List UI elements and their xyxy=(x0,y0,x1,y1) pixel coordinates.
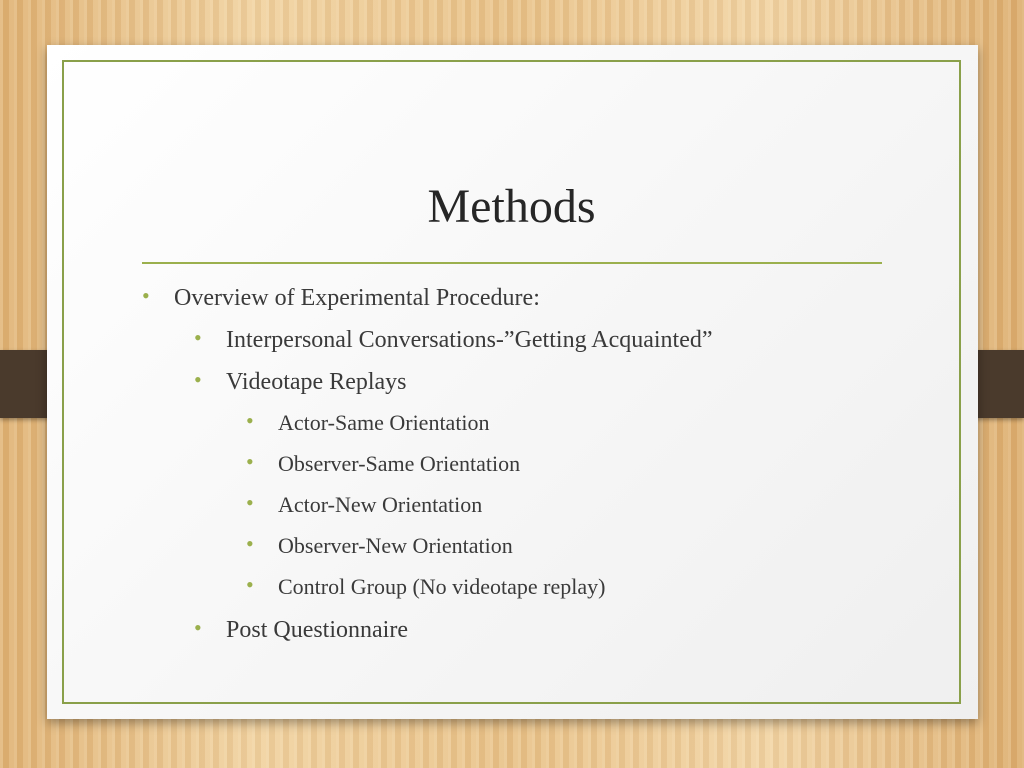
bullet-icon: • xyxy=(246,408,254,433)
bullet-text: Observer-Same Orientation xyxy=(278,451,521,476)
bullet-icon: • xyxy=(194,615,202,640)
bullet-item xyxy=(246,531,513,560)
title-divider xyxy=(142,262,882,264)
bullet-icon: • xyxy=(246,531,254,556)
bullet-text: Post Questionnaire xyxy=(226,617,408,643)
bullet-text: Videotape Replays xyxy=(226,369,407,395)
bullet-text: Actor-Same Orientation xyxy=(278,410,490,435)
bullet-text: Control Group (No videotape replay) xyxy=(278,574,606,599)
bullet-item xyxy=(194,367,407,396)
bullet-text: Overview of Experimental Procedure: xyxy=(174,285,540,311)
bullet-text: Actor-New Orientation xyxy=(278,492,483,517)
bullet-item xyxy=(194,325,713,354)
bullet-icon: • xyxy=(246,490,254,515)
bullet-text: Interpersonal Conversations-”Getting Acquainted” xyxy=(226,327,713,353)
bullet-item xyxy=(246,490,483,519)
bullet-icon: • xyxy=(194,367,202,392)
bullet-item xyxy=(142,283,540,312)
bullet-item xyxy=(246,408,490,437)
bullet-item xyxy=(246,449,521,478)
bullet-item xyxy=(246,572,606,601)
bullet-icon: • xyxy=(246,449,254,474)
bullet-icon: • xyxy=(246,572,254,597)
bullet-text: Observer-New Orientation xyxy=(278,533,513,558)
bullet-icon: • xyxy=(142,283,150,308)
bullet-icon: • xyxy=(194,325,202,350)
bullet-item xyxy=(194,615,408,644)
slide-title: Methods xyxy=(427,180,596,233)
